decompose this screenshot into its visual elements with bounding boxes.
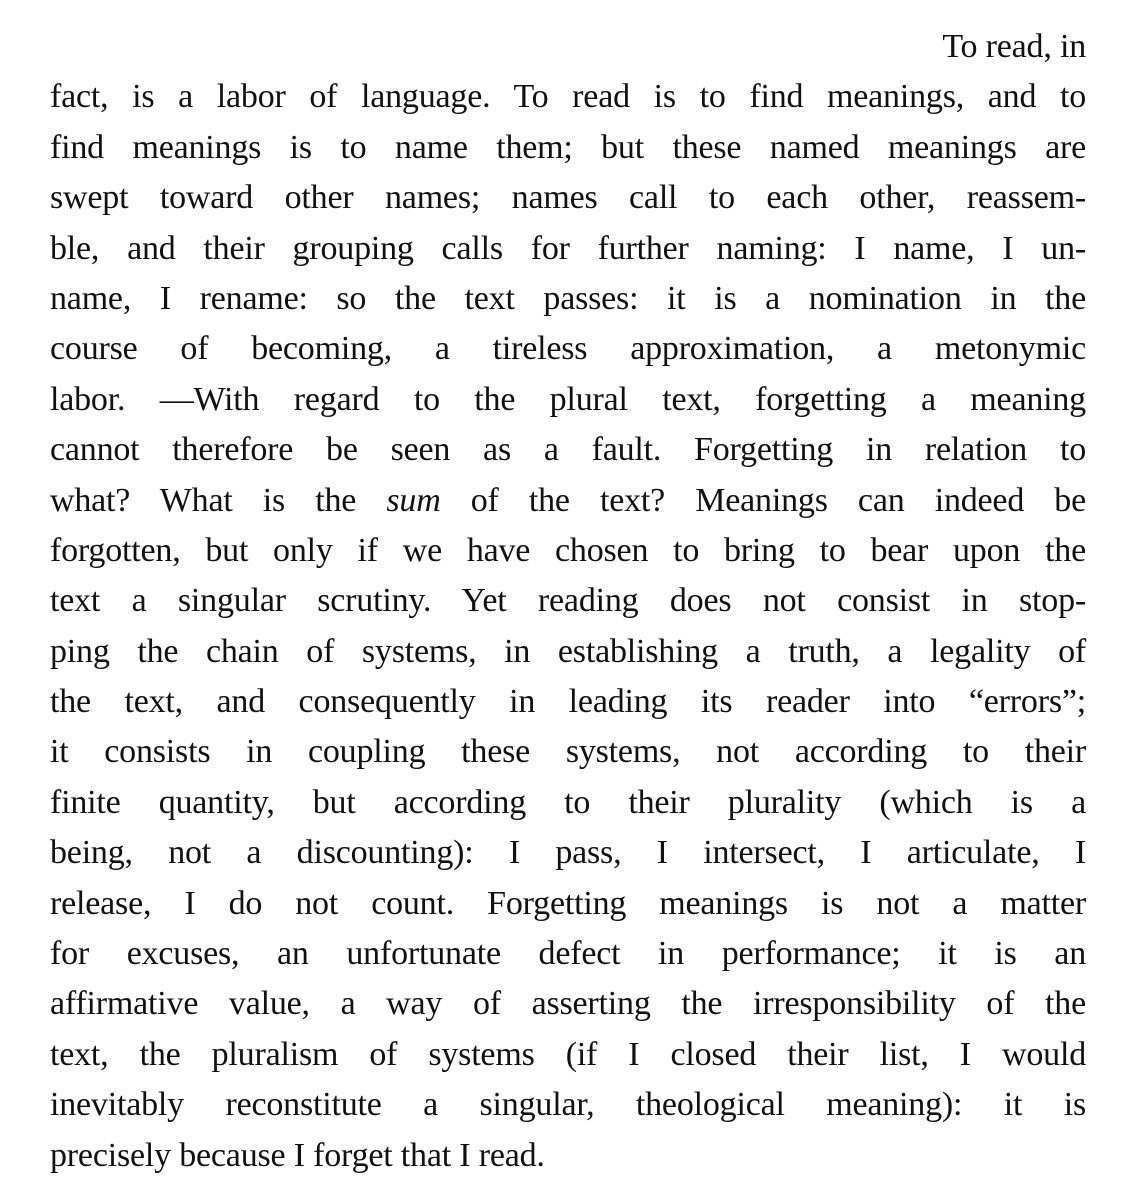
text-line-13: ping the chain of systems, in establishing a truth, a legality of <box>50 632 1086 670</box>
text-line-20: affirmative value, a way of asserting the irresponsibility of the <box>50 985 1086 1023</box>
text-line-18: release, I do not count. Forgetting meanings is not a matter <box>50 884 1086 922</box>
text-line-7: course of becoming, a tireless approximation, a metonymic <box>50 330 1086 368</box>
text-line-15: it consists in coupling these systems, not according to their <box>50 733 1086 771</box>
text-line-5: ble, and their grouping calls for further naming: I name, I un- <box>50 229 1086 267</box>
text-line-6: name, I rename: so the text passes: it is a nomination in the <box>50 279 1086 317</box>
emphasized-word: sum <box>386 481 441 519</box>
text-line-19: for excuses, an unfortunate defect in performance; it is an <box>50 935 1086 973</box>
text-line-17: being, not a discounting): I pass, I intersect, I articulate, I <box>50 834 1086 872</box>
text-line-11: forgotten, but only if we have chosen to bring to bear upon the <box>50 531 1086 569</box>
text-line-8: labor. —With regard to the plural text, forgetting a meaning <box>50 380 1086 418</box>
text-line-22: inevitably reconstitute a singular, theological meaning): it is <box>50 1086 1086 1124</box>
paragraph <box>50 22 1086 1181</box>
text-line-10-before: what? What is the <box>50 481 387 519</box>
text-line-10-after: of the text? Meanings can indeed be <box>440 481 1087 519</box>
text-line-21: text, the pluralism of systems (if I closed their list, I would <box>50 1035 1086 1073</box>
text-line-23: precisely because I forget that I read. <box>50 1136 545 1174</box>
text-line-1: To read, in <box>942 28 1086 65</box>
text-line-4: swept toward other names; names call to each other, reassem- <box>50 179 1086 217</box>
text-line-12: text a singular scrutiny. Yet reading does not consist in stop- <box>50 582 1086 620</box>
text-line-14: the text, and consequently in leading its reader into “errors”; <box>50 683 1086 721</box>
text-line-3: find meanings is to name them; but these named meanings are <box>50 128 1086 166</box>
text-line-16: finite quantity, but according to their plurality (which is a <box>50 783 1086 821</box>
text-line-2: fact, is a labor of language. To read is to find meanings, and to <box>50 78 1086 116</box>
text-line-9: cannot therefore be seen as a fault. Forgetting in relation to <box>50 431 1086 469</box>
text-line-10 <box>50 476 1086 526</box>
